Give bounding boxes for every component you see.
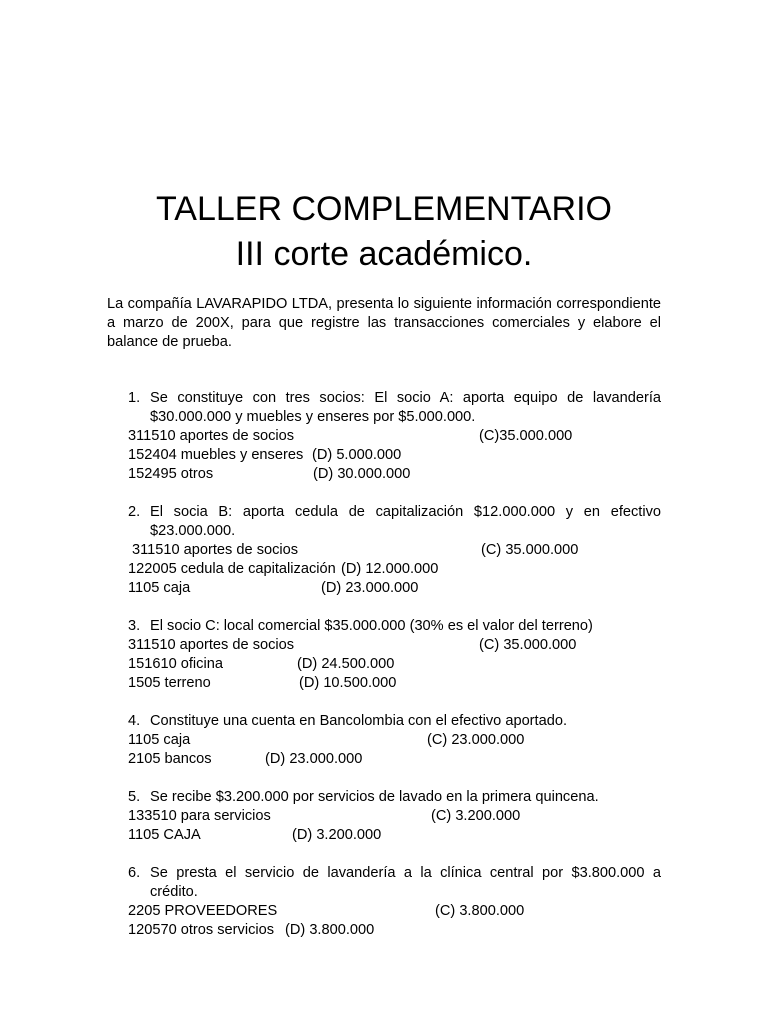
item-1-entry-2-account: 152404 muebles y enseres — [128, 447, 304, 463]
item-6-entry-2-amount: (D) 3.800.000 — [285, 922, 375, 938]
item-3-entry-1-account: 311510 aportes de socios — [128, 637, 295, 653]
item-2-entry-3-amount: (D) 23.000.000 — [321, 580, 419, 596]
item-3-entry-2-amount: (D) 24.500.000 — [297, 656, 395, 672]
item-1-entry-1-amount: (C)35.000.000 — [479, 428, 573, 444]
item-2-number: 2. — [128, 504, 141, 520]
item-4-number: 4. — [128, 713, 141, 729]
title-line-1: TALLER COMPLEMENTARIO — [156, 190, 612, 228]
item-3-entry-2-account: 151610 oficina — [128, 656, 223, 672]
item-5-number: 5. — [128, 789, 141, 805]
item-1-entry-3-amount: (D) 30.000.000 — [313, 466, 411, 482]
item-1-number: 1. — [128, 390, 141, 406]
item-2-entry-1-account: 311510 aportes de socios — [132, 542, 299, 558]
item-1-entry-1-account: 311510 aportes de socios — [128, 428, 295, 444]
item-6-text: Se presta el servicio de lavandería a la clínica central por $3.800.000 a crédito. — [150, 865, 661, 900]
item-2-text: El socia B: aporta cedula de capitalización $12.000.000 y en efectivo $23.000.000. — [150, 504, 661, 539]
item-4-entry-2-account: 2105 bancos — [128, 751, 212, 767]
item-4-entry-1-account: 1105 caja — [128, 732, 191, 748]
item-6-entry-2-account: 120570 otros servicios — [128, 922, 275, 938]
item-5-text: Se recibe $3.200.000 por servicios de lavado en la primera quincena. — [150, 789, 599, 805]
item-4-text: Constituye una cuenta en Bancolombia con el efectivo aportado. — [150, 713, 568, 729]
item-1-entry-2-amount: (D) 5.000.000 — [312, 447, 402, 463]
item-3-entry-3-account: 1505 terreno — [128, 675, 211, 691]
item-6-entry-1-account: 2205 PROVEEDORES — [128, 903, 278, 919]
item-5-entry-1-account: 133510 para servicios — [128, 808, 271, 824]
item-2-entry-2-amount: (D) 12.000.000 — [341, 561, 439, 577]
item-3-entry-1-amount: (C) 35.000.000 — [479, 637, 577, 653]
item-5-entry-1-amount: (C) 3.200.000 — [431, 808, 521, 824]
item-5-entry-2-account: 1105 CAJA — [128, 827, 201, 843]
item-3-entry-3-amount: (D) 10.500.000 — [299, 675, 397, 691]
item-4-entry-2-amount: (D) 23.000.000 — [265, 751, 363, 767]
item-3-number: 3. — [128, 618, 141, 634]
item-2-entry-1-amount: (C) 35.000.000 — [481, 542, 579, 558]
title-line-2: III corte académico. — [235, 235, 533, 273]
intro-paragraph: La compañía LAVARAPIDO LTDA, presenta lo siguiente información correspondiente a marzo de 200X, para que registre las transacciones comerciales y elabore el balance de prueba. — [107, 296, 661, 350]
item-3-text: El socio C: local comercial $35.000.000 (30% es el valor del terreno) — [150, 618, 593, 634]
item-1-text: Se constituye con tres socios: El socio A: aporta equipo de lavandería $30.000.000 y muebles y enseres por $5.000.000. — [150, 390, 661, 425]
item-4-entry-1-amount: (C) 23.000.000 — [427, 732, 525, 748]
item-2-entry-3-account: 1105 caja — [128, 580, 191, 596]
item-1-entry-3-account: 152495 otros — [128, 466, 214, 482]
item-6-number: 6. — [128, 865, 141, 881]
item-6-entry-1-amount: (C) 3.800.000 — [435, 903, 525, 919]
item-2-entry-2-account: 122005 cedula de capitalización — [128, 561, 336, 577]
item-5-entry-2-amount: (D) 3.200.000 — [292, 827, 382, 843]
